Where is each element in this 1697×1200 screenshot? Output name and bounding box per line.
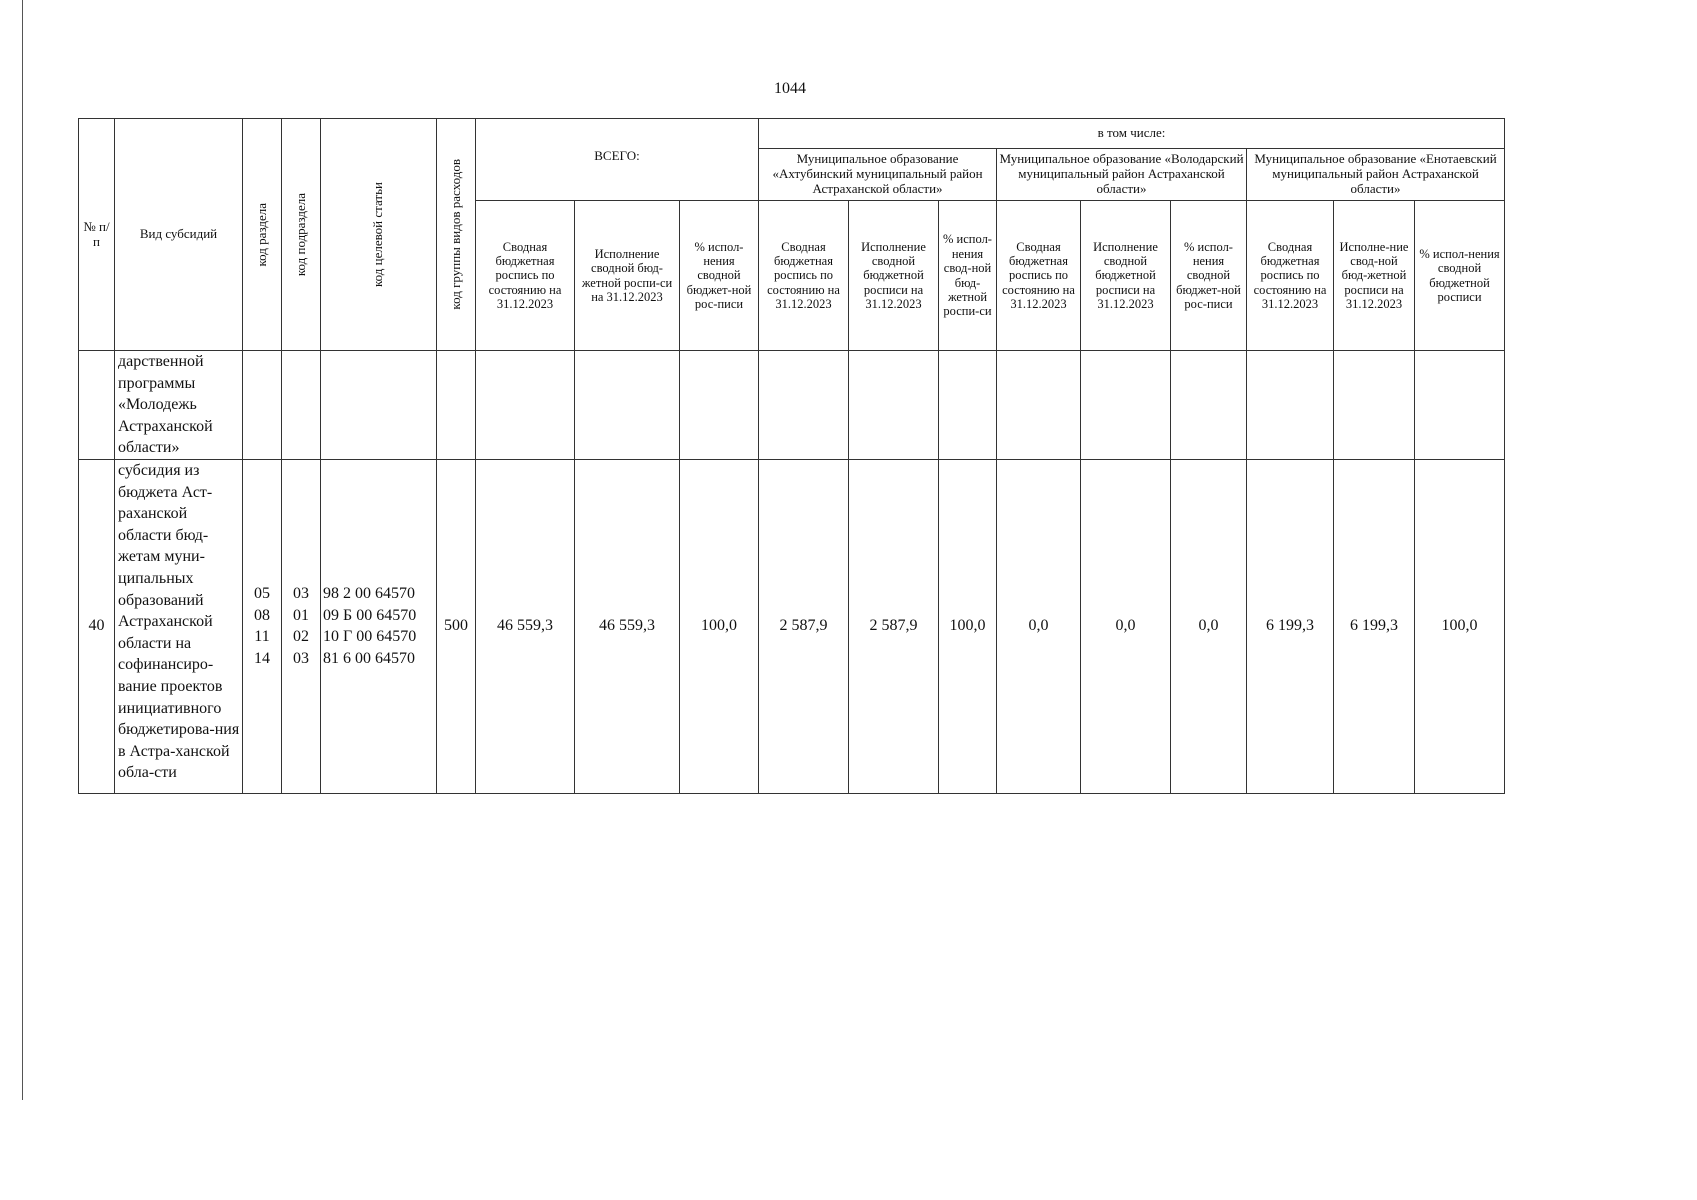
page-number: 1044 <box>774 80 806 97</box>
header-m1-exec: Исполнение сводной бюджетной росписи на 31.12.2023 <box>849 201 939 351</box>
header-m3-exec: Исполне-ние свод-ной бюд-жетной росписи на 31.12.2023 <box>1334 201 1415 351</box>
header-including: в том числе: <box>759 119 1505 149</box>
header-m2-exec: Исполнение сводной бюджетной росписи на 31.12.2023 <box>1081 201 1171 351</box>
row-num <box>79 351 115 460</box>
header-total-pct: % испол-нения сводной бюджет-ной рос-писи <box>680 201 759 351</box>
row-total-pct: 100,0 <box>680 459 759 793</box>
header-expense-group-code: код группы видов расходов <box>437 119 476 351</box>
header-target-code: код целевой статьи <box>321 119 437 351</box>
header-municipality-1: Муниципальное образование «Ахтубинский муниципальный район Астраханской области» <box>759 149 997 201</box>
row-num: 40 <box>79 459 115 793</box>
table-row <box>79 351 1505 460</box>
row-expense-group: 500 <box>437 459 476 793</box>
row-m1-exec: 2 587,9 <box>849 459 939 793</box>
header-m1-pct: % испол-нения свод-ной бюд-жетной роспи-си <box>939 201 997 351</box>
header-m2-plan: Сводная бюджетная роспись по состоянию на 31.12.2023 <box>997 201 1081 351</box>
page-binding-line <box>22 0 23 1100</box>
header-subsidy-type: Вид субсидий <box>115 119 243 351</box>
row-m1-plan: 2 587,9 <box>759 459 849 793</box>
row-subsection-codes: 03 01 02 03 <box>282 459 321 793</box>
row-name: дарственной программы «Молодежь Астраханской области» <box>115 351 243 460</box>
row-total-plan: 46 559,3 <box>476 459 575 793</box>
row-m3-exec: 6 199,3 <box>1334 459 1415 793</box>
header-m2-pct: % испол-нения сводной бюджет-ной рос-писи <box>1171 201 1247 351</box>
header-m3-plan: Сводная бюджетная роспись по состоянию на 31.12.2023 <box>1247 201 1334 351</box>
header-total-exec: Исполнение сводной бюд-жетной роспи-си на 31.12.2023 <box>575 201 680 351</box>
row-m1-pct: 100,0 <box>939 459 997 793</box>
subsidy-table <box>78 118 1505 794</box>
row-m3-plan: 6 199,3 <box>1247 459 1334 793</box>
row-total-exec: 46 559,3 <box>575 459 680 793</box>
row-target-codes: 98 2 00 64570 09 Б 00 64570 10 Г 00 64570 81 6 00 64570 <box>321 459 437 793</box>
row-m2-plan: 0,0 <box>997 459 1081 793</box>
header-subsection-code: код подраздела <box>282 119 321 351</box>
row-name: субсидия из бюджета Аст-раханской области бюд-жетам муни-ципальных образований Астраханской области на софинансиро-вание проектов инициативного бюджетирова-ния в Астра-ханской обла-сти <box>115 459 243 793</box>
row-m3-pct: 100,0 <box>1415 459 1505 793</box>
header-municipality-2: Муниципальное образование «Володарский муниципальный район Астраханской области» <box>997 149 1247 201</box>
header-total: ВСЕГО: <box>476 119 759 201</box>
row-m2-pct: 0,0 <box>1171 459 1247 793</box>
header-m1-plan: Сводная бюджетная роспись по состоянию на 31.12.2023 <box>759 201 849 351</box>
header-total-plan: Сводная бюджетная роспись по состоянию на 31.12.2023 <box>476 201 575 351</box>
header-m3-pct: % испол-нения сводной бюджетной росписи <box>1415 201 1505 351</box>
header-section-code: код раздела <box>243 119 282 351</box>
row-m2-exec: 0,0 <box>1081 459 1171 793</box>
header-municipality-3: Муниципальное образование «Енотаевский муниципальный район Астраханской области» <box>1247 149 1505 201</box>
header-num: № п/п <box>79 119 115 351</box>
table-row <box>79 459 1505 793</box>
row-section-codes: 05 08 11 14 <box>243 459 282 793</box>
